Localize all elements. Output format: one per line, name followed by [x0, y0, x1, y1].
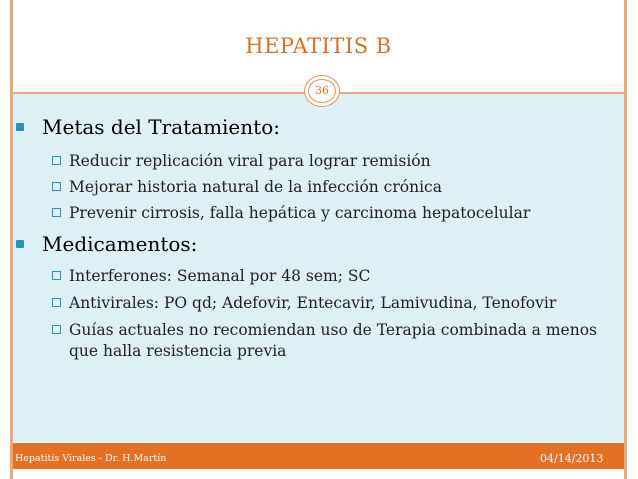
hollow-square-bullet-icon: [52, 156, 61, 165]
hollow-square-bullet-icon: [52, 271, 61, 280]
page-number: 36: [308, 79, 336, 103]
list-item-text: Antivirales: PO qd; Adefovir, Entecavir, Lamivudina, Tenofovir: [69, 294, 557, 312]
list-item-text: Interferones: Semanal por 48 sem; SC: [69, 267, 371, 285]
square-bullet-icon: [16, 240, 24, 248]
list-item-text: Guías actuales no recomiendan uso de Terapia combinada a menos que halla resistencia previa: [69, 321, 597, 360]
list-item-text: Mejorar historia natural de la infección crónica: [69, 178, 442, 196]
slide-frame-right: [624, 0, 627, 479]
footer-date: 04/14/2013: [540, 452, 604, 465]
hollow-square-bullet-icon: [52, 325, 61, 334]
list-item-text: Prevenir cirrosis, falla hepática y carcinoma hepatocelular: [69, 204, 531, 222]
hollow-square-bullet-icon: [52, 208, 61, 217]
page-number-badge: [304, 75, 340, 107]
square-bullet-icon: [16, 123, 24, 131]
section-heading-text: Metas del Tratamiento:: [42, 115, 280, 139]
slide-title: HEPATITIS B: [245, 34, 392, 58]
hollow-square-bullet-icon: [52, 182, 61, 191]
footer-author: Hepatitis Virales - Dr. H.Martín: [15, 453, 167, 464]
list-item-text: Reducir replicación viral para lograr remisión: [69, 152, 431, 170]
hollow-square-bullet-icon: [52, 298, 61, 307]
section-heading-text: Medicamentos:: [42, 232, 198, 256]
